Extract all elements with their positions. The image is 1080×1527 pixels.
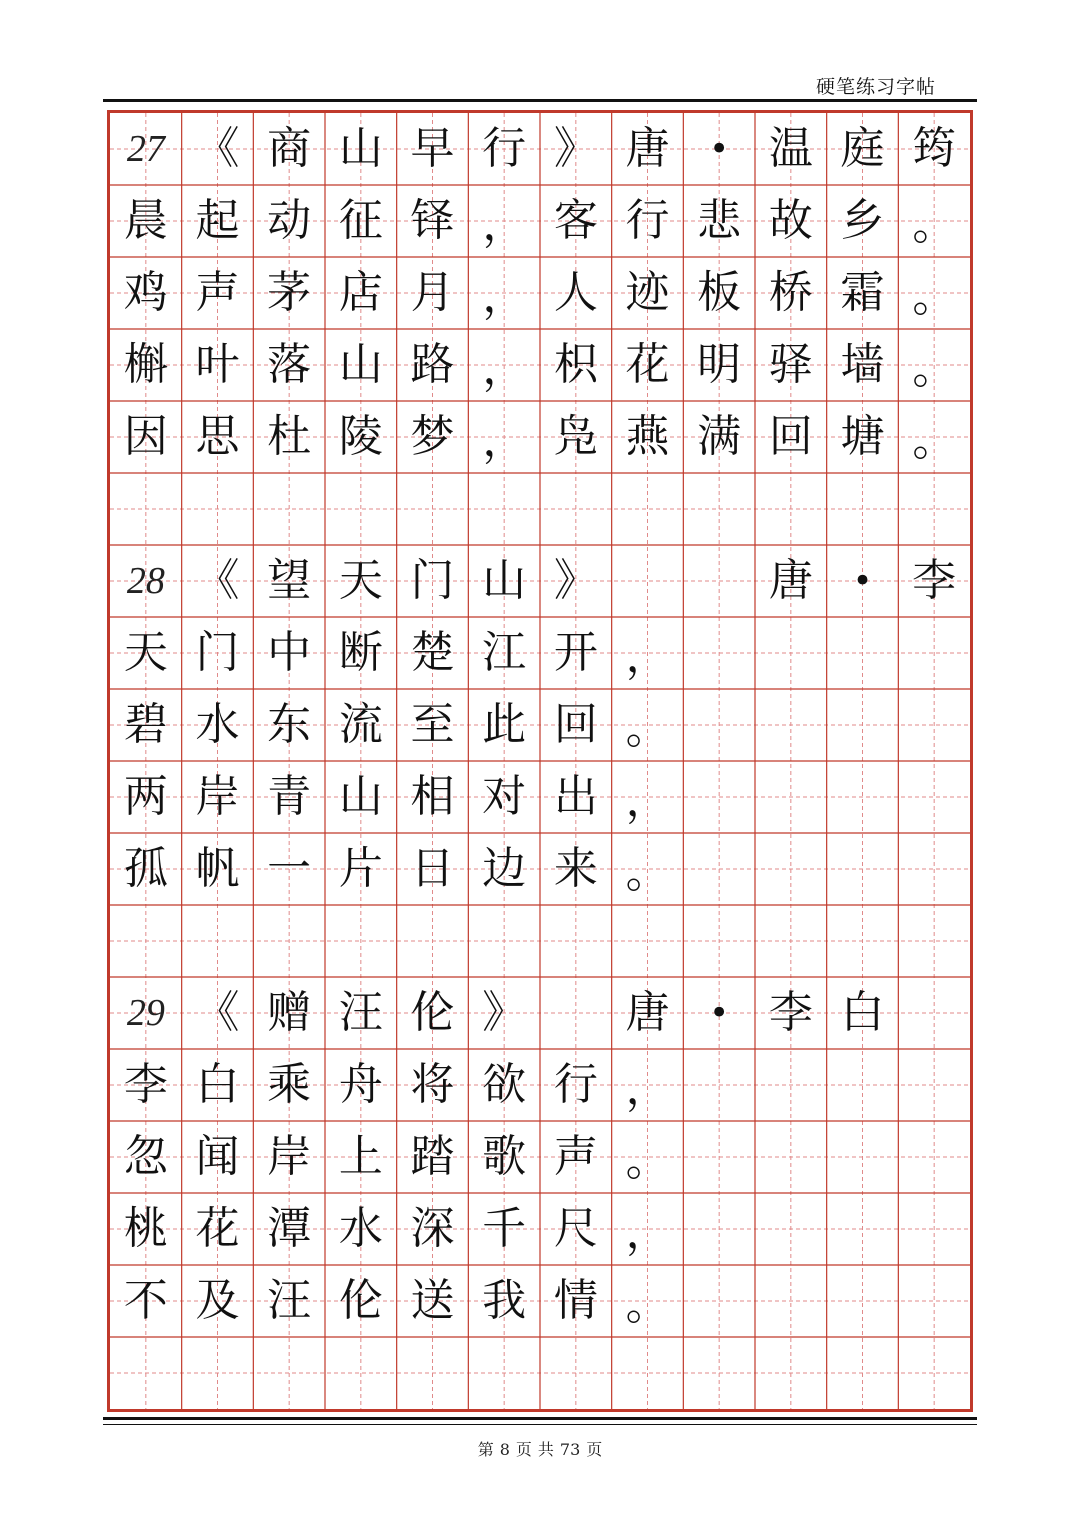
grid-character: 花 [195,1203,240,1254]
grid-character: 筠 [912,123,957,174]
grid-character: 。 [912,415,957,466]
grid-character: 不 [123,1275,168,1326]
grid-character: 一 [267,843,312,894]
grid-character: 店 [338,267,383,318]
grid-character: 杜 [267,411,312,462]
grid-character: 楚 [410,627,455,678]
grid-character: 山 [338,123,383,174]
grid-character: 两 [123,771,168,822]
grid-character: 晨 [123,195,168,246]
grid-character: ， [625,631,670,682]
grid-character: 白 [840,987,885,1038]
grid-character: 望 [267,555,312,606]
grid-character: 枳 [553,339,598,390]
grid-character: 温 [768,123,813,174]
grid-character: 庭 [840,123,885,174]
grid-character: 相 [410,771,455,822]
grid-character: 山 [338,771,383,822]
page-unit: 页 [515,1440,532,1459]
grid-character: 花 [625,339,670,390]
grid-character: ， [482,415,527,466]
grid-character: 茅 [267,267,312,318]
poem-number: 28 [126,560,165,602]
grid-character: ， [482,199,527,250]
grid-character: 声 [195,267,240,318]
grid-character: 来 [553,843,598,894]
footer-rule [103,1417,977,1420]
grid-character: 。 [912,271,957,322]
grid-character: 歌 [482,1131,527,1182]
grid-character: 动 [267,195,312,246]
grid-character: 唐 [768,555,813,606]
grid-character: 李 [123,1059,168,1110]
grid-character: 凫 [553,411,598,462]
grid-character: 行 [553,1059,598,1110]
grid-character: 叶 [195,339,240,390]
grid-character: 深 [410,1203,455,1254]
grid-character: ， [482,271,527,322]
grid-character: 江 [482,627,527,678]
grid-character: 燕 [625,411,670,462]
grid-character: 声 [553,1131,598,1182]
grid-character: 行 [625,195,670,246]
grid-character: 。 [625,703,670,754]
grid-character: 乡 [840,195,885,246]
grid-character: 梦 [410,411,455,462]
grid-character: ， [625,1207,670,1258]
grid-character: 尺 [553,1203,598,1254]
grid-character: 桃 [123,1203,168,1254]
grid-character: 开 [553,627,598,678]
grid-character: 回 [768,411,813,462]
grid-character: 《 [195,987,240,1038]
footer-rule-thin [103,1424,977,1425]
grid-character: 唐 [625,123,670,174]
grid-character: 鸡 [123,267,168,318]
grid-character: 山 [338,339,383,390]
grid-character: 汪 [267,1275,312,1326]
grid-character: 《 [195,555,240,606]
grid-character: 青 [267,771,312,822]
grid-character: 此 [482,699,527,750]
grid-character: 至 [410,699,455,750]
grid-character: 《 [195,123,240,174]
grid-character: 欲 [482,1059,527,1110]
header-title: 硬笔练习字帖 [815,76,936,98]
grid-character: 客 [553,195,598,246]
grid-character: 伦 [338,1275,383,1326]
grid-character: 》 [553,555,598,606]
grid-character: 驿 [768,339,813,390]
grid-character: 月 [410,267,455,318]
grid-character: 。 [625,1279,670,1330]
grid-character: 伦 [410,987,455,1038]
grid-character: • [709,993,730,1033]
header-rule [103,99,977,102]
grid-character: 孤 [123,843,168,894]
grid-character: 回 [553,699,598,750]
grid-character: 霜 [840,267,885,318]
grid-character: 日 [410,843,455,894]
grid-character: 迹 [625,267,670,318]
grid-character: 思 [195,411,240,462]
grid-character: 上 [338,1131,383,1182]
grid-character: 断 [338,627,383,678]
grid-character: 赠 [267,987,312,1038]
grid-character: 唐 [625,987,670,1038]
grid-character: 踏 [410,1131,455,1182]
total-label: 共 [537,1440,554,1459]
grid-character: 塘 [840,411,885,462]
grid-character: 起 [195,195,240,246]
grid-character: 岸 [195,771,240,822]
grid-character: 舟 [338,1059,383,1110]
grid-character: 我 [482,1275,527,1326]
grid-character: 白 [195,1059,240,1110]
grid-character: 铎 [410,195,455,246]
grid-character: 商 [267,123,312,174]
grid-character: 潭 [267,1203,312,1254]
grid-character: ， [625,1063,670,1114]
grid-character: 满 [697,411,742,462]
grid-character: 李 [768,987,813,1038]
poem-number: 27 [126,128,165,170]
grid-character: 东 [267,699,312,750]
grid-character: 山 [482,555,527,606]
practice-grid [107,110,973,1412]
grid-character: 门 [410,555,455,606]
grid-character: 因 [123,411,168,462]
grid-character: 行 [482,123,527,174]
grid-character: 槲 [123,339,168,390]
grid-character: 将 [410,1059,455,1110]
grid-character: 。 [625,1135,670,1186]
grid-character: 落 [267,339,312,390]
grid-character: 陵 [338,411,383,462]
grid-character: ， [482,343,527,394]
grid-character: 水 [338,1203,383,1254]
grid-character: 明 [697,339,742,390]
grid-character: 片 [338,843,383,894]
grid-character: 情 [553,1275,598,1326]
page-number: 8 [499,1440,510,1459]
grid-character: 》 [553,123,598,174]
grid-character: 闻 [195,1131,240,1182]
grid-character: 水 [195,699,240,750]
grid-character: 早 [410,123,455,174]
grid-character: 桥 [768,267,813,318]
grid-character: 故 [768,195,813,246]
total-pages: 73 [559,1440,581,1459]
page-label: 第 [477,1440,494,1459]
grid-character: ， [625,775,670,826]
grid-character: 人 [553,267,598,318]
grid-character: • [852,561,873,601]
grid-character: 中 [267,627,312,678]
grid-character: 》 [482,987,527,1038]
grid-character: 天 [123,627,168,678]
grid-character: 忽 [123,1131,168,1182]
total-unit: 页 [586,1440,603,1459]
grid-character: 对 [482,771,527,822]
grid-character: 乘 [267,1059,312,1110]
grid-character: 李 [912,555,957,606]
grid-character: 。 [912,199,957,250]
grid-character: 天 [338,555,383,606]
grid-character: 送 [410,1275,455,1326]
grid-character: 路 [410,339,455,390]
grid-character: 岸 [267,1131,312,1182]
grid-character: 及 [195,1275,240,1326]
grid-character: • [709,129,730,169]
grid-character: 门 [195,627,240,678]
grid-character: 。 [912,343,957,394]
grid-character: 汪 [338,987,383,1038]
poem-number: 29 [126,992,165,1034]
grid-character: 征 [338,195,383,246]
grid-character: 。 [625,847,670,898]
grid-character: 帆 [195,843,240,894]
grid-character: 板 [697,267,742,318]
grid-character: 悲 [697,195,742,246]
grid-character: 墙 [840,339,885,390]
grid-character: 出 [553,771,598,822]
grid-character: 流 [338,699,383,750]
grid-character: 边 [482,843,527,894]
grid-character: 碧 [123,699,168,750]
grid-character: 千 [482,1203,527,1254]
page-footer [0,1437,1080,1460]
